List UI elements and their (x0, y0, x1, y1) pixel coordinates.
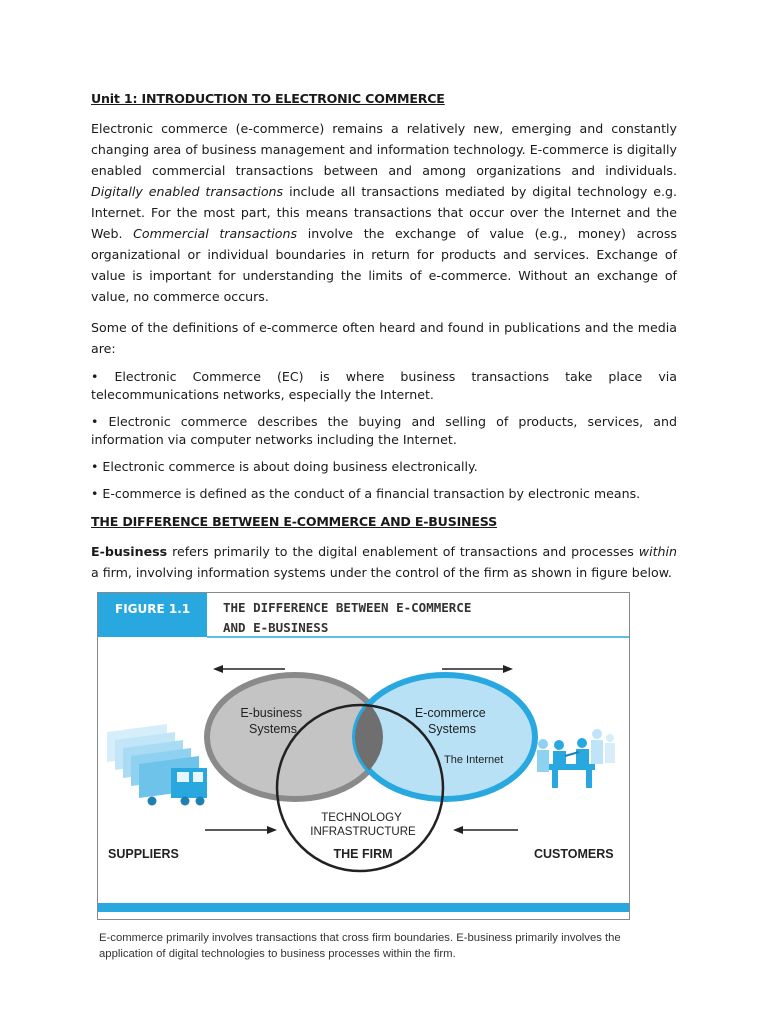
intro-paragraph (91, 118, 677, 307)
ebusiness-within: within (638, 544, 677, 559)
suppliers-label: SUPPLIERS (108, 847, 179, 861)
ebusiness-paragraph (91, 541, 677, 583)
figure-bottom-bar (98, 903, 629, 912)
intro-text-segment: include all transactions mediated by digital technology e.g. Internet. For the most part, this means transactions that occur over the Internet and the Web. (91, 184, 678, 241)
definitions-intro: Some of the definitions of e-commerce often heard and found in publications and the media are: (91, 320, 677, 356)
figure-label: FIGURE 1.1 (115, 602, 191, 616)
italic-term: Digitally enabled transactions (91, 184, 284, 199)
ecommerce-label-line1: E-commerce (414, 706, 486, 720)
ebusiness-label-line2: Systems (249, 722, 297, 736)
caption-line1: E-commerce primarily involves transactions that cross firm boundaries. E-business primarily involves the (99, 932, 621, 944)
figure-title-line1: THE DIFFERENCE BETWEEN E-COMMERCE (223, 600, 472, 615)
intro-text-segment: Electronic commerce (e-commerce) remains a relatively new, emerging and constantly changing area of business management and information technology. E-commerce is digitally enabled commercial transactions between and among organizations and individuals. (91, 121, 677, 178)
tech-label-line2: INFRASTRUCTURE (310, 826, 416, 838)
internet-label: The Internet (444, 754, 504, 766)
ecommerce-label-line2: Systems (428, 722, 476, 736)
definition-bullet: • Electronic commerce is about doing business electronically. (91, 459, 478, 474)
ebusiness-text-2: a firm, involving information systems under the control of the firm as shown in figure below. (91, 565, 672, 580)
caption-line2: application of digital technologies to business processes within the firm. (99, 948, 456, 960)
figure-title-line2: AND E-BUSINESS (223, 620, 329, 635)
tech-label-line1: TECHNOLOGY (321, 812, 402, 824)
page-title: Unit 1: INTRODUCTION TO ELECTRONIC COMMERCE (91, 91, 445, 106)
ebusiness-label-line1: E-business (240, 706, 303, 720)
firm-label: THE FIRM (333, 847, 393, 861)
definition-bullet: • Electronic commerce describes the buying and selling of products, services, and information via computer networks including the Internet. (91, 414, 677, 447)
figure-1-1 (97, 592, 630, 920)
definition-bullet: • E-commerce is defined as the conduct of a financial transaction by electronic means. (91, 486, 641, 501)
document-body (91, 88, 677, 595)
figure-caption (99, 930, 629, 962)
ebusiness-text-1: refers primarily to the digital enablement of transactions and processes (167, 544, 639, 559)
section-heading: THE DIFFERENCE BETWEEN E-COMMERCE AND E-BUSINESS (91, 514, 497, 529)
italic-term: Commercial transactions (133, 226, 298, 241)
definition-bullet: • Electronic Commerce (EC) is where business transactions take place via telecommunications networks, especially the Internet. (91, 369, 677, 402)
customers-label: CUSTOMERS (534, 847, 614, 861)
ebusiness-term: E-business (91, 544, 168, 559)
intro-text-segment: involve the exchange of value (e.g., money) across organizational or individual boundaries in return for products and services. Exchange of value is important for understanding the limits of e-commerce. Without an exchange of value, no commerce occurs. (91, 226, 677, 304)
